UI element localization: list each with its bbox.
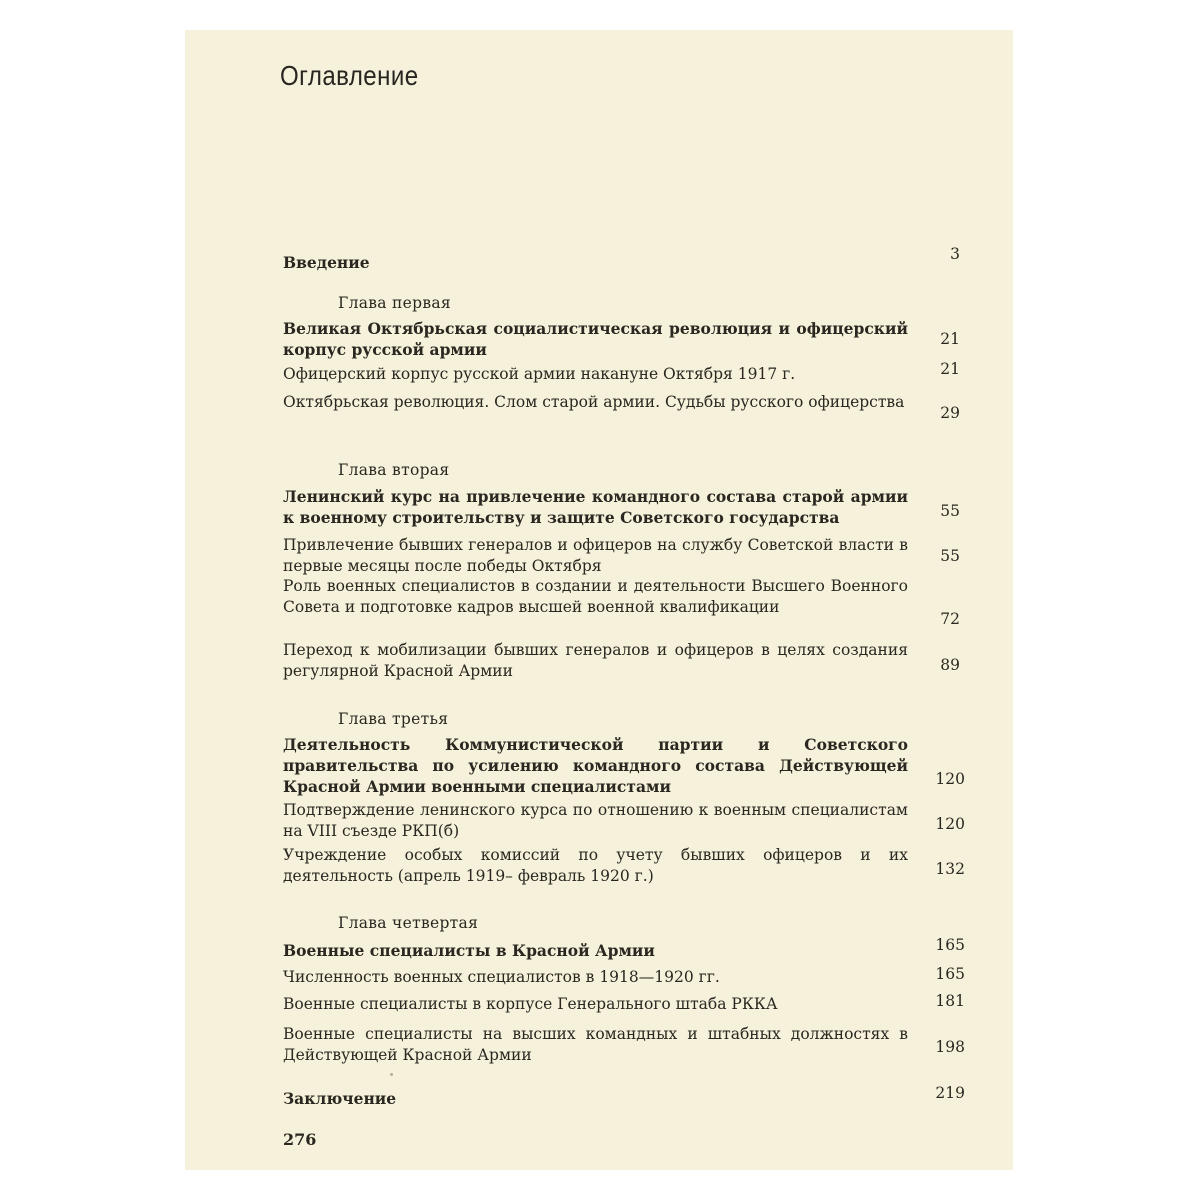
chapter-3-section-1-page: 120 [935,815,965,833]
chapter-3-heading: Деятельность Коммунистической партии и Советского правительства по усилению командного состава Действующей Красной Армии военными специалистами [283,735,908,796]
chapter-4-section-1: Численность военных специалистов в 1918—1920 гг. [283,968,720,986]
chapter-1-heading: Великая Октябрьская социалистическая революция и офицерский корпус русской армии [283,319,908,359]
chapter-1-heading-page: 21 [940,330,960,348]
chapter-1-section-2: Октябрьская революция. Слом старой армии. Судьбы русского офицерства [283,393,905,411]
toc-conclusion-page: 219 [935,1084,965,1102]
chapter-4-section-3: Военные специалисты на высших командных и штабных должностях в Действующей Красной Армии [283,1025,908,1064]
chapter-4-heading: Военные специалисты в Красной Армии [283,941,655,960]
toc-conclusion-title: Заключение [283,1089,397,1108]
paper-speck [390,1073,393,1076]
chapter-4-label: Глава четвертая [338,914,479,932]
chapter-3-section-2-page: 132 [935,860,965,878]
chapter-2-heading-page: 55 [940,502,960,520]
chapter-2-section-1-page: 55 [940,547,960,565]
toc-introduction-page: 3 [950,245,960,263]
chapter-1-section-1: Офицерский корпус русской армии накануне Октября 1917 г. [283,365,796,383]
chapter-4-section-1-page: 165 [935,965,965,983]
chapter-3-section-2: Учреждение особых комиссий по учету бывших офицеров и их деятельность (апрель 1919– февраль 1920 г.) [283,846,908,885]
chapter-4-section-2-page: 181 [935,992,965,1010]
page-number: 276 [283,1130,317,1149]
chapter-4-section-2: Военные специалисты в корпусе Генерального штаба РККА [283,995,778,1013]
chapter-3-section-1: Подтверждение ленинского курса по отношению к военным специалистам на VIII съезде РКП(б) [283,801,908,840]
chapter-3-heading-page: 120 [935,770,965,788]
chapter-2-heading: Ленинский курс на привлечение командного состава старой армии к военному строительству и защите Советского государства [283,487,908,527]
chapter-2-section-3-page: 89 [940,656,960,674]
chapter-1-section-2-page: 29 [940,404,960,422]
chapter-2-section-3: Переход к мобилизации бывших генералов и офицеров в целях создания регулярной Красной Армии [283,641,908,680]
chapter-1-section-1-page: 21 [940,360,960,378]
toc-introduction-title: Введение [283,253,370,272]
chapter-2-label: Глава вторая [338,461,450,479]
page-title: Оглавление [280,60,419,91]
chapter-2-section-2-page: 72 [940,610,960,628]
chapter-4-heading-page: 165 [935,936,965,954]
chapter-4-section-3-page: 198 [935,1038,965,1056]
chapter-3-label: Глава третья [338,710,449,728]
chapter-2-section-2: Роль военных специалистов в создании и деятельности Высшего Военного Совета и подготовке кадров высшей военной квалификации [283,577,908,616]
chapter-1-label: Глава первая [338,294,452,312]
chapter-2-section-1: Привлечение бывших генералов и офицеров на службу Советской власти в первые месяцы после победы Октября [283,536,908,575]
book-page [185,30,1013,1170]
